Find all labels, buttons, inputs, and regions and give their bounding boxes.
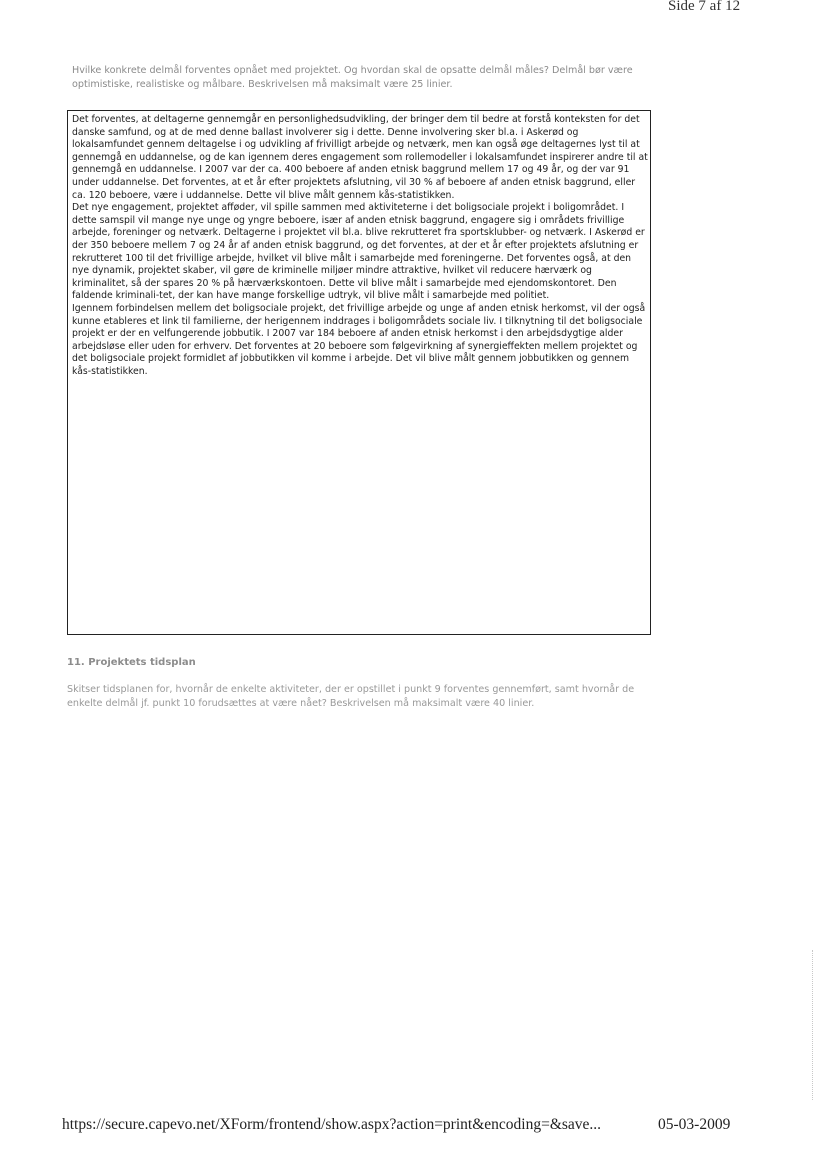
answer-paragraph: Det forventes, at deltagerne gennemgår en personlighedsudvikling, der bringer dem til bedre at forstå konteksten for det danske samfund, og at de med denne ballast involverer sig i dette. Denne involvering sker bl.a. i Askerød og lokalsamfundet gennem deltagelse i og udvikling af frivilligt arbejde og netværk, men kan også øge deltagernes lyst til at gennemgå en uddannelse, og de kan igennem deres engagement som rollemodeller i lokalsamfundet inspirerer andre til at gennemgå en uddannelse. I 2007 var der ca. 400 beboere af anden etnisk baggrund mellem 17 og 49 år, og der var 91 under uddannelse. Det forventes, at et år efter projektets afslutning, vil 30 % af beboere af anden etnisk baggrund, eller ca. 120 beboere, være i uddannelse. Dette vil blive målt gennem kås-statistikken. <box>72 114 648 201</box>
answer-paragraph: Det nye engagement, projektet afføder, vil spille sammen med aktiviteterne i det boligsociale projekt i boligområdet. I dette samspil vil mange nye unge og yngre beboere, især af anden etnisk baggrund, engagere sig i områdets frivillige arbejde, foreninger og netværk. Deltagerne i projektet vil bl.a. blive rekrutteret fra sportsklubber- og netværk. I Askerød er der 350 beboere mellem 7 og 24 år af anden etnisk baggrund, og det forventes, at der et år efter projektets afslutning er rekrutteret 100 til det frivillige arbejde, hvilket vil blive målt i samarbejde med foreningerne. Det forventes også, at den nye dynamik, projektet skaber, vil gøre de kriminelle miljøer mindre attraktive, hvilket vil reducere hærværk og kriminalitet, så der spares 20 % på hærværkskontoen. Dette vil blive målt i samarbejde med ejendomskontoret. Den faldende kriminali-tet, der kan have mange forskellige udtryk, vil blive målt i samarbejde med politiet. <box>72 202 645 302</box>
answer-text-box[interactable] <box>67 110 651 635</box>
scan-edge-mark <box>812 950 813 1100</box>
footer-date: 05-03-2009 <box>658 1116 731 1133</box>
answer-paragraph: Igennem forbindelsen mellem det boligsociale projekt, det frivillige arbejde og unge af anden etnisk herkomst, vil der også kunne etableres et link til familierne, der herigennem inddrages i boligområdets sociale liv. I tilknytning til det boligsociale projekt er der en velfungerende jobbutik. I 2007 var 184 beboere af anden etnisk herkomst i den arbejdsdygtige alder arbejdsløse eller uden for erhverv. Det forventes at 20 beboere som følgevirkning af synergieffekten mellem projektet og det boligsociale projekt formidlet af jobbutikken vil komme i arbejde. Det vil blive målt gennem jobbutikken og gennem kås-statistikken. <box>72 302 646 377</box>
section-title: 11. Projektets tidsplan <box>67 657 196 668</box>
question-description: Hvilke konkrete delmål forventes opnået med projektet. Og hvordan skal de opsatte delmål måles? Delmål bør være optimistiske, realistiske og målbare. Beskrivelsen må maksimalt være 25 linier. <box>72 65 633 90</box>
footer-url: https://secure.capevo.net/XForm/frontend/show.aspx?action=print&encoding=&save... <box>62 1116 602 1133</box>
section-instructions: Skitser tidsplanen for, hvornår de enkelte aktiviteter, der er opstillet i punkt 9 forventes gennemført, samt hvornår de enkelte delmål jf. punkt 10 forudsættes at være nået? Beskrivelsen må maksimalt være 40 linier. <box>67 684 635 709</box>
answer-text <box>72 114 650 378</box>
page-number: Side 7 af 12 <box>668 0 741 14</box>
